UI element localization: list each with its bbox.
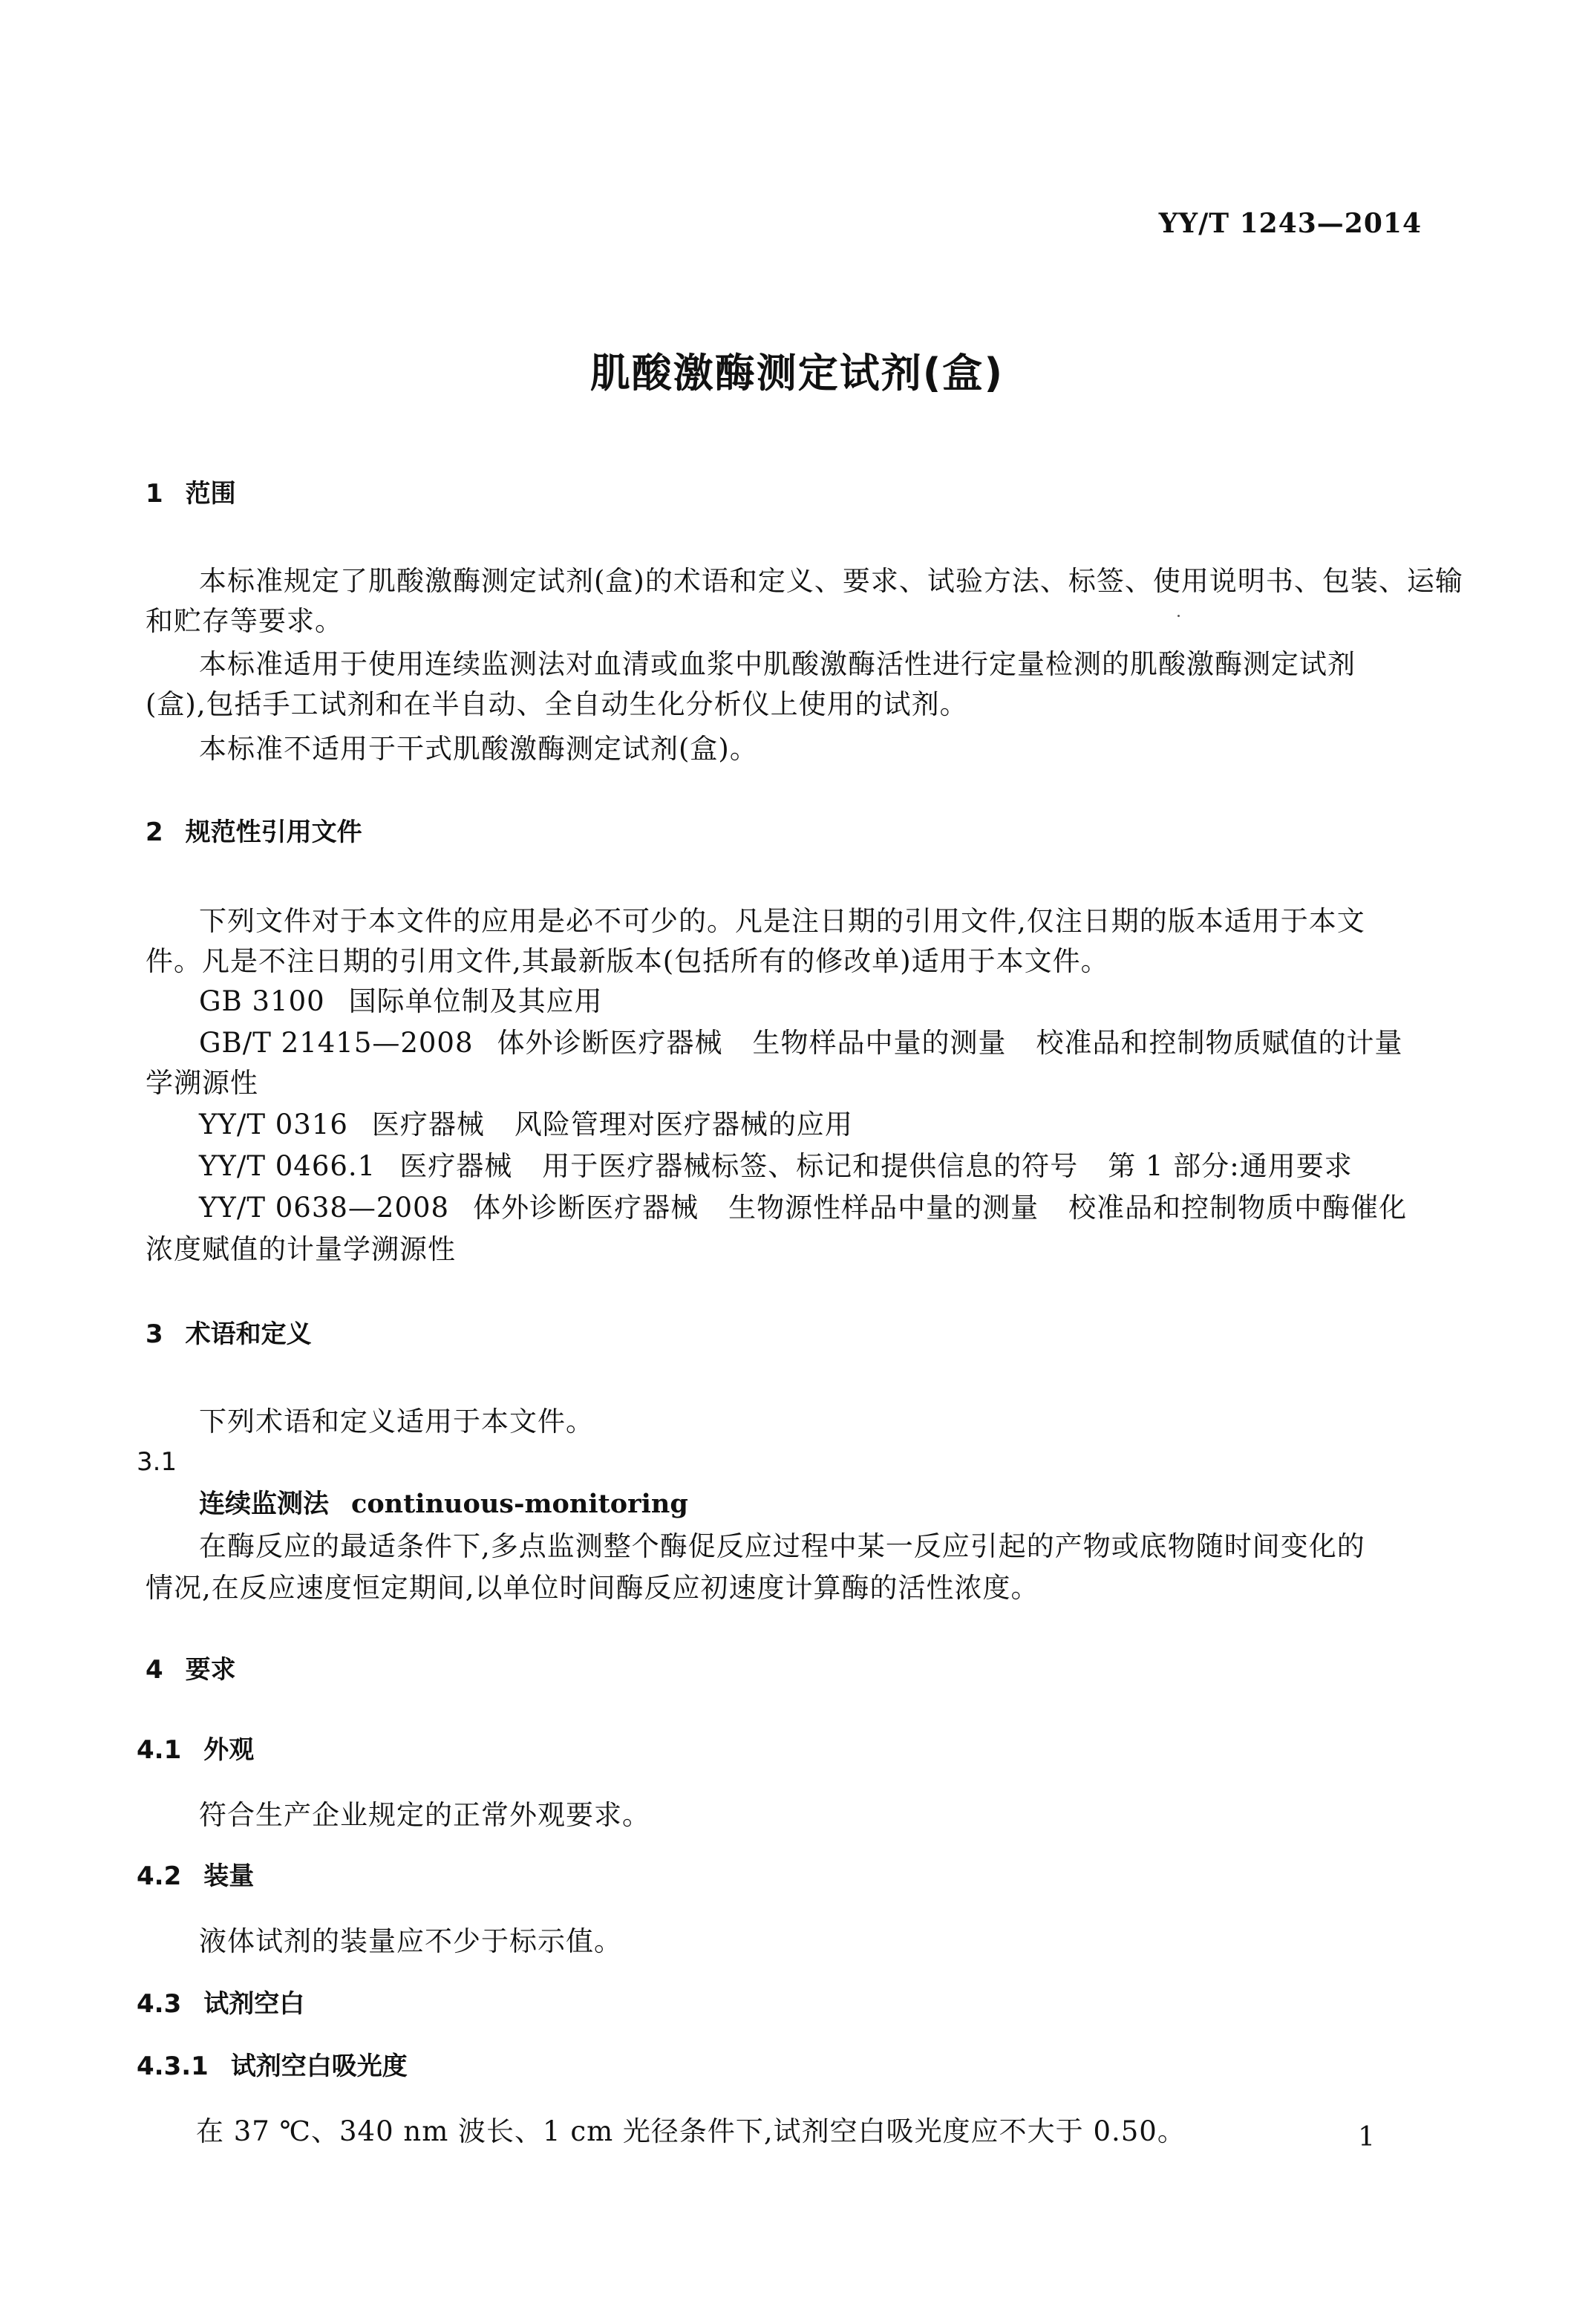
section-number: 4.2 <box>137 1861 182 1891</box>
section-3-heading <box>146 1319 312 1349</box>
reference-title: 医疗器械 <box>399 1150 513 1182</box>
section-title: 要求 <box>185 1655 236 1685</box>
paragraph-line: 液体试剂的装量应不少于标示值。 <box>199 1925 622 1957</box>
section-title: 范围 <box>185 479 236 509</box>
section-title: 术语和定义 <box>185 1319 312 1349</box>
subsection-4-3-1-heading <box>137 2054 408 2079</box>
reference-entry <box>199 985 633 1017</box>
reference-title: 国际单位制及其应用 <box>348 985 603 1017</box>
paragraph-line: 本标准规定了肌酸激酶测定试剂(盒)的术语和定义、要求、试验方法、标签、使用说明书、包装、运输 <box>199 565 1463 597</box>
scan-speck <box>1177 615 1180 617</box>
reference-code: GB 3100 <box>199 985 325 1017</box>
reference-title: 校准品和控制物质赋值的计量 <box>1036 1027 1403 1059</box>
term-number: 3.1 <box>137 1447 177 1477</box>
section-number: 4.1 <box>137 1735 182 1765</box>
section-number: 1 <box>146 479 163 509</box>
reference-continuation: 浓度赋值的计量学溯源性 <box>146 1233 456 1265</box>
standard-code: YY/T 1243—2014 <box>1158 208 1422 239</box>
reference-code: YY/T 0316 <box>199 1109 348 1140</box>
reference-code: YY/T 0466.1 <box>199 1150 376 1182</box>
definition-line: 在酶反应的最适条件下,多点监测整个酶促反应过程中某一反应引起的产物或底物随时间变化的 <box>199 1530 1365 1562</box>
reference-entry <box>199 1029 1403 1057</box>
subsection-4-2-heading <box>137 1861 255 1891</box>
section-title: 规范性引用文件 <box>185 817 362 847</box>
section-title: 试剂空白 <box>203 1989 305 2019</box>
paragraph-line: 下列术语和定义适用于本文件。 <box>199 1406 594 1437</box>
reference-title: 校准品和控制物质中酶催化 <box>1068 1192 1408 1224</box>
section-title: 试剂空白吸光度 <box>230 2052 408 2081</box>
reference-title: 生物样品中量的测量 <box>752 1027 1007 1059</box>
reference-title: 风险管理对医疗器械的应用 <box>514 1109 853 1140</box>
reference-code: GB/T 21415—2008 <box>199 1027 474 1059</box>
paragraph-line: 本标准不适用于干式肌酸激酶测定试剂(盒)。 <box>199 733 758 765</box>
reference-entry <box>199 1192 1408 1224</box>
section-1-heading <box>146 479 236 509</box>
term-english: continuous-monitoring <box>351 1489 688 1519</box>
section-number: 2 <box>146 817 163 847</box>
term-chinese: 连续监测法 <box>199 1489 330 1519</box>
section-title: 装量 <box>203 1861 255 1891</box>
reference-title: 第 1 部分:通用要求 <box>1108 1150 1353 1182</box>
page-title: 肌酸激酶测定试剂(盒) <box>589 350 1005 396</box>
section-title: 外观 <box>203 1735 255 1765</box>
paragraph-line: 本标准适用于使用连续监测法对血清或血浆中肌酸激酶活性进行定量检测的肌酸激酶测定试剂 <box>199 648 1356 680</box>
paragraph-line: 在 37 ℃、340 nm 波长、1 cm 光径条件下,试剂空白吸光度应不大于 0.50。 <box>196 2115 1186 2147</box>
paragraph-line: 和贮存等要求。 <box>146 605 343 637</box>
subsection-4-3-heading <box>137 1991 304 2017</box>
definition-line: 情况,在反应速度恒定期间,以单位时间酶反应初速度计算酶的活性浓度。 <box>146 1572 1039 1604</box>
term-entry <box>199 1491 688 1518</box>
section-number: 4.3 <box>137 1989 182 2019</box>
reference-continuation: 学溯源性 <box>146 1067 258 1099</box>
section-2-heading <box>146 817 362 847</box>
section-4-heading <box>146 1655 236 1685</box>
reference-title: 体外诊断医疗器械 <box>497 1027 723 1059</box>
section-number: 3 <box>146 1319 163 1349</box>
paragraph-line: 件。凡是不注日期的引用文件,其最新版本(包括所有的修改单)适用于本文件。 <box>146 945 1109 977</box>
paragraph-line: 符合生产企业规定的正常外观要求。 <box>199 1799 650 1831</box>
reference-title: 生物源性样品中量的测量 <box>728 1192 1039 1224</box>
reference-title: 用于医疗器械标签、标记和提供信息的符号 <box>542 1150 1079 1182</box>
section-number: 4 <box>146 1655 163 1685</box>
page-number: 1 <box>1358 2122 1375 2152</box>
subsection-4-1-heading <box>137 1737 254 1763</box>
reference-title: 体外诊断医疗器械 <box>473 1192 699 1224</box>
reference-title: 医疗器械 <box>371 1109 485 1140</box>
reference-code: YY/T 0638—2008 <box>199 1192 450 1224</box>
paragraph-line: 下列文件对于本文件的应用是必不可少的。凡是注日期的引用文件,仅注日期的版本适用于本文 <box>199 905 1365 937</box>
paragraph-line: (盒),包括手工试剂和在半自动、全自动生化分析仪上使用的试剂。 <box>146 688 968 720</box>
reference-entry <box>199 1152 1353 1180</box>
section-number: 4.3.1 <box>137 2052 209 2081</box>
reference-entry <box>199 1111 853 1138</box>
